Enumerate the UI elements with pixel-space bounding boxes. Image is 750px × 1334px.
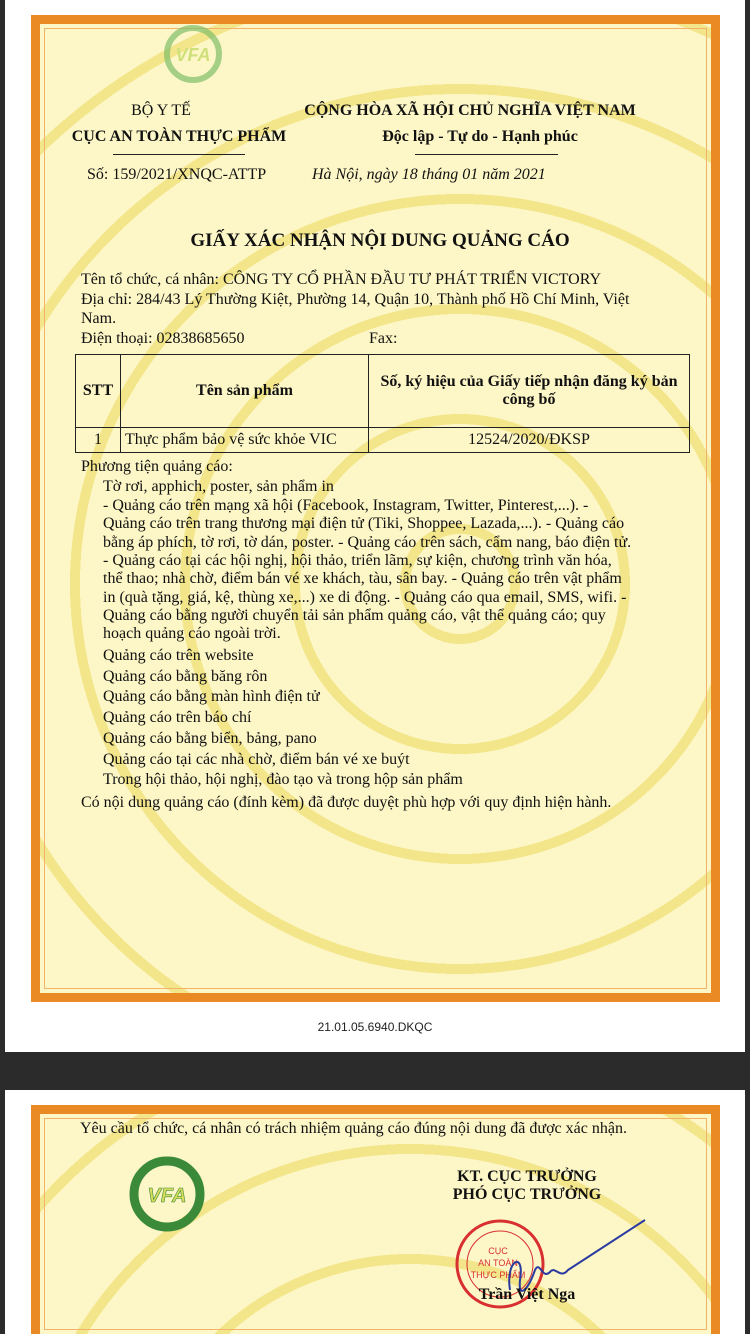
table-row: 1 Thực phẩm bảo vệ sức khỏe VIC 12524/2020/ĐKSP: [76, 428, 690, 453]
vfa-logo: [127, 1150, 209, 1232]
col-registration: Số, ký hiệu của Giấy tiếp nhận đăng ký bản công bố: [369, 355, 690, 428]
media-item: Quảng cáo bằng biển, bảng, pano: [103, 729, 317, 747]
media-line: Quảng cáo bằng người chuyển tải sản phẩm quảng cáo, vật thể quảng cáo; quy: [103, 607, 606, 624]
document-page-1: [5, 0, 745, 1052]
address-cont: Nam.: [81, 310, 117, 327]
approval-statement: Có nội dung quảng cáo (đính kèm) đã được duyệt phù hợp với quy định hiện hành.: [81, 794, 612, 811]
organization: Tên tổ chức, cá nhân: CÔNG TY CỔ PHẦN ĐẦU TƯ PHÁT TRIỂN VICTORY: [81, 271, 602, 288]
agency-name: CỤC AN TOÀN THỰC PHẨM: [71, 128, 287, 145]
vfa-logo-watermark: [158, 24, 228, 86]
media-label: Phương tiện quảng cáo:: [81, 458, 233, 475]
motto: Độc lập - Tự do - Hạnh phúc: [382, 128, 578, 145]
signer-name: Trần Việt Nga: [478, 1286, 576, 1303]
media-line: - Quảng cáo trên mạng xã hội (Facebook, Instagram, Twitter, Pinterest,...). -: [103, 497, 589, 514]
country-name: CỘNG HÒA XÃ HỘI CHỦ NGHĨA VIỆT NAM: [304, 102, 636, 119]
request-statement: Yêu cầu tổ chức, cá nhân có trách nhiệm quảng cáo đúng nội dung đã được xác nhận.: [80, 1120, 627, 1137]
col-stt: STT: [76, 355, 121, 428]
product-table: [75, 354, 690, 453]
document-number: Số: 159/2021/XNQC-ATTP: [87, 166, 267, 183]
document-title: GIẤY XÁC NHẬN NỘI DUNG QUẢNG CÁO: [190, 230, 570, 251]
svg-text:THỰC PHẨM: THỰC PHẨM: [470, 1270, 526, 1280]
media-line: hoạch quảng cáo ngoài trời.: [103, 625, 281, 642]
phone: Điện thoại: 02838685650: [81, 330, 245, 347]
document-page-2: [5, 1090, 745, 1334]
media-line: in (quà tặng, giá, kệ, thùng xe,...) xe di động. - Quảng cáo qua email, SMS, wifi. -: [103, 589, 627, 606]
svg-text:CỤC: CỤC: [488, 1246, 508, 1256]
svg-text:VFA: VFA: [147, 1185, 187, 1207]
footer-code: 21.01.05.6940.DKQC: [317, 1020, 433, 1034]
media-line: Tờ rơi, apphich, poster, sản phẩm in: [103, 478, 334, 495]
place-date: Hà Nội, ngày 18 tháng 01 năm 2021: [312, 166, 546, 183]
media-item: Quảng cáo trên website: [103, 647, 254, 664]
svg-text:AN TOÀN: AN TOÀN: [478, 1258, 518, 1268]
media-line: thể thao; nhà chờ, điểm bán vé xe khách, tàu, sân bay. - Quảng cáo trên vật phẩm: [103, 570, 622, 587]
media-item: Quảng cáo bằng màn hình điện tử: [103, 688, 320, 706]
media-item: Quảng cáo bằng băng rôn: [103, 667, 268, 685]
ministry-name: BỘ Y TẾ: [131, 102, 191, 119]
svg-text:VFA: VFA: [175, 45, 211, 65]
fax: Fax:: [369, 330, 398, 347]
address: Địa chỉ: 284/43 Lý Thường Kiệt, Phường 14, Quận 10, Thành phố Hồ Chí Minh, Việt: [81, 291, 630, 308]
media-line: Quảng cáo trên trang thương mại điện tử (Tiki, Shoppee, Lazada,...). - Quảng cáo: [103, 515, 625, 532]
sign-subtitle: PHÓ CỤC TRƯỞNG: [452, 1186, 602, 1203]
signature: [509, 1220, 645, 1291]
sign-title: KT. CỤC TRƯỞNG: [457, 1168, 597, 1185]
media-line: bằng áp phích, tờ rơi, tờ dán, poster. - Quảng cáo trên sách, cẩm nang, báo điện tử.: [103, 534, 632, 551]
media-item: Quảng cáo trên báo chí: [103, 709, 252, 727]
media-item: Trong hội thảo, hội nghị, đào tạo và trong hộp sản phẩm: [103, 771, 463, 789]
col-product: Tên sản phẩm: [121, 355, 369, 428]
media-item: Quảng cáo tại các nhà chờ, điểm bán vé xe buýt: [103, 750, 410, 768]
media-line: - Quảng cáo tại các hội nghị, hội thảo, triển lãm, sự kiện, chương trình văn hóa,: [103, 552, 612, 569]
